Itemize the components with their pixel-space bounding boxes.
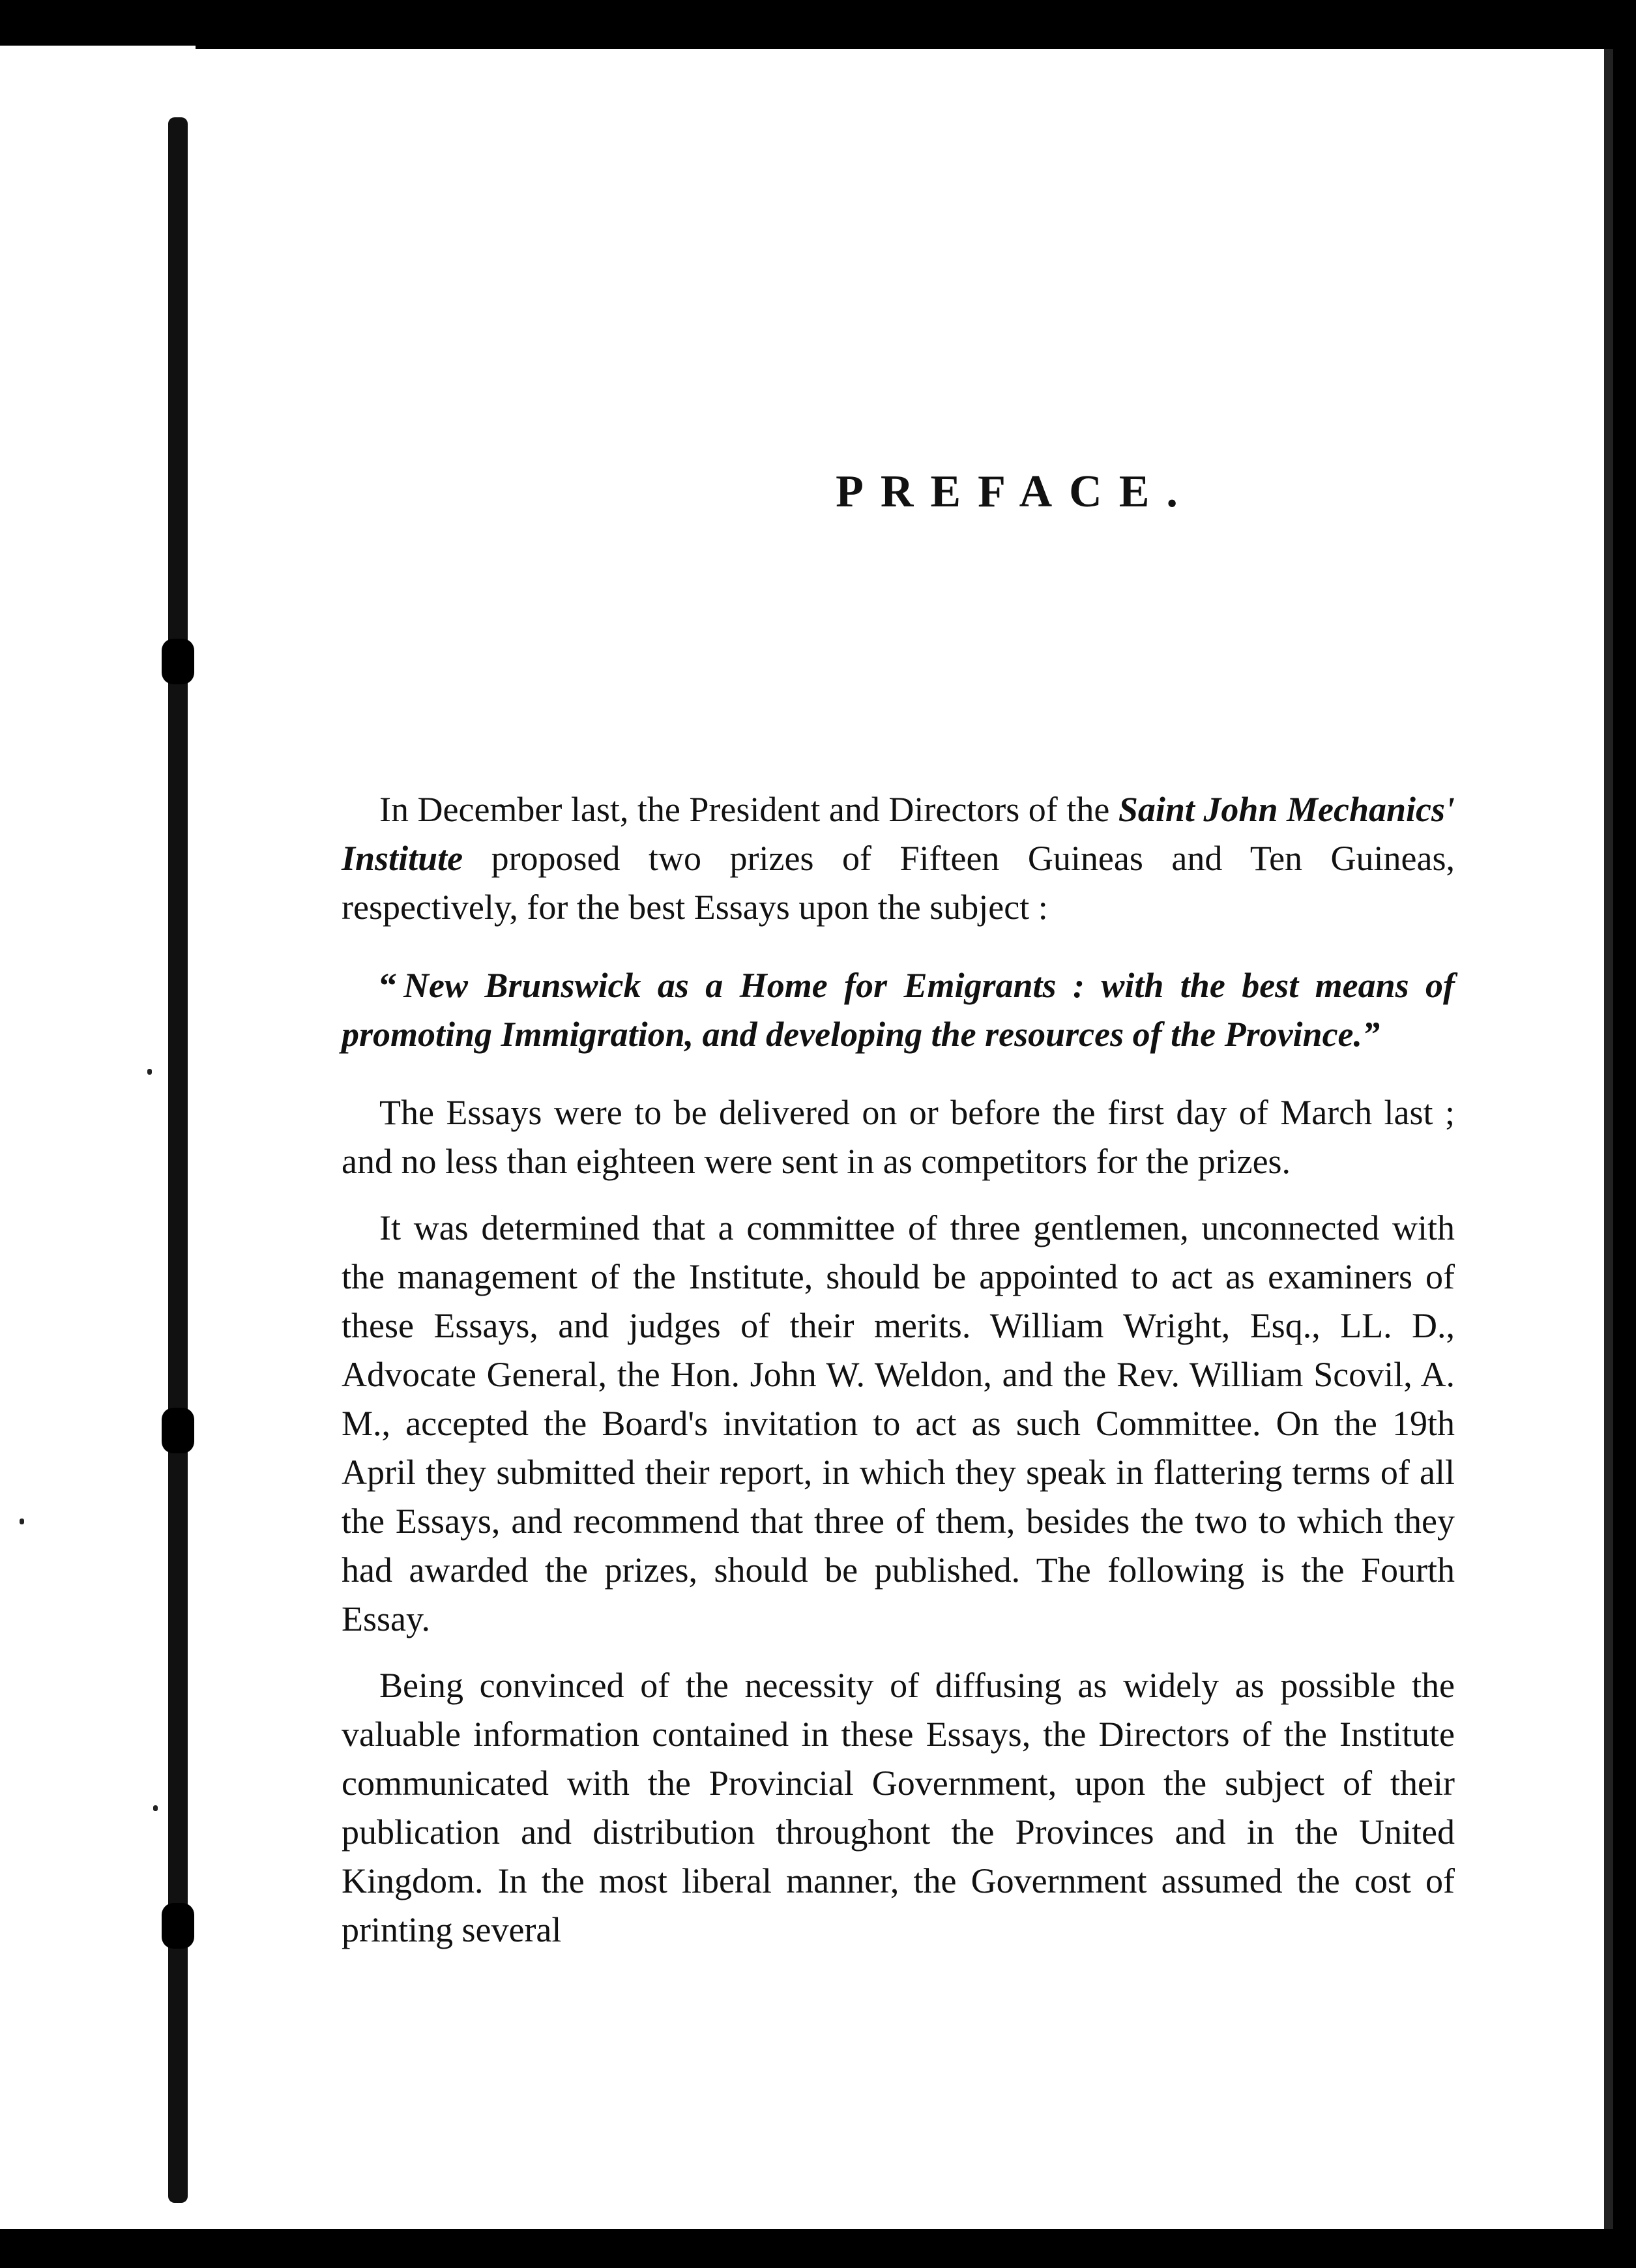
open-quote-mark: “ (379, 966, 397, 1005)
close-quote-mark: ” (1362, 1015, 1380, 1054)
paragraph-4: Being convinced of the necessity of diffusing as widely as possible the valuable information contained in these Essays, the Directors of the Institute communicated with the Provincial Government, upon the subject of their publication and distribution throughont the Provinces and in the United Kingdom. In the most liberal manner, the Government assumed the cost of printing several (342, 1666, 1455, 1949)
paragraph-2: The Essays were to be delivered on or before the first day of March last ; and no less than eighteen were sent in as competitors for the prizes. (342, 1093, 1455, 1181)
page-edge (1604, 49, 1613, 2229)
ink-speck (20, 1519, 24, 1524)
stitch-knot (162, 1903, 194, 1949)
institute-name: Saint John Mechanics' Institute (342, 790, 1455, 878)
stitch-knot (162, 639, 194, 684)
stitch-knot (162, 1408, 194, 1453)
ink-speck (147, 1069, 152, 1075)
page-title: PREFACE. (836, 467, 1195, 517)
spine-stitching (168, 117, 188, 2203)
document-page (196, 49, 1613, 2229)
quote-text: New Brunswick as a Home for Emigrants : with the best means of promoting Immigration, and developing the resources of the Province. (342, 966, 1455, 1054)
paragraph-1 (342, 785, 1455, 932)
ink-speck (153, 1805, 158, 1811)
book-binding (0, 46, 196, 2229)
paragraph-1-start: In December last, the President and Directors of the (379, 790, 1118, 829)
paragraph-3: It was determined that a committee of three gentlemen, unconnected with the management of the Institute, should be appointed to act as examiners of these Essays, and judges of their merits. William Wright, Esq., LL. D., Advocate General, the Hon. John W. Weldon, and the Rev. William Scovil, A. M., accepted the Board's invitation to act as such Committee. On the 19th April they submitted their report, in which they speak in flattering terms of all the Essays, and recommend that three of them, besides the two to which they had awarded the prizes, should be published. The following is the Fourth Essay. (342, 1208, 1455, 1638)
essay-subject-quote (342, 961, 1455, 1059)
paragraph-1-end: proposed two prizes of Fifteen Guineas and Ten Guineas, respectively, for the best Essays upon the subject : (342, 839, 1455, 927)
body-text (342, 785, 1455, 1955)
